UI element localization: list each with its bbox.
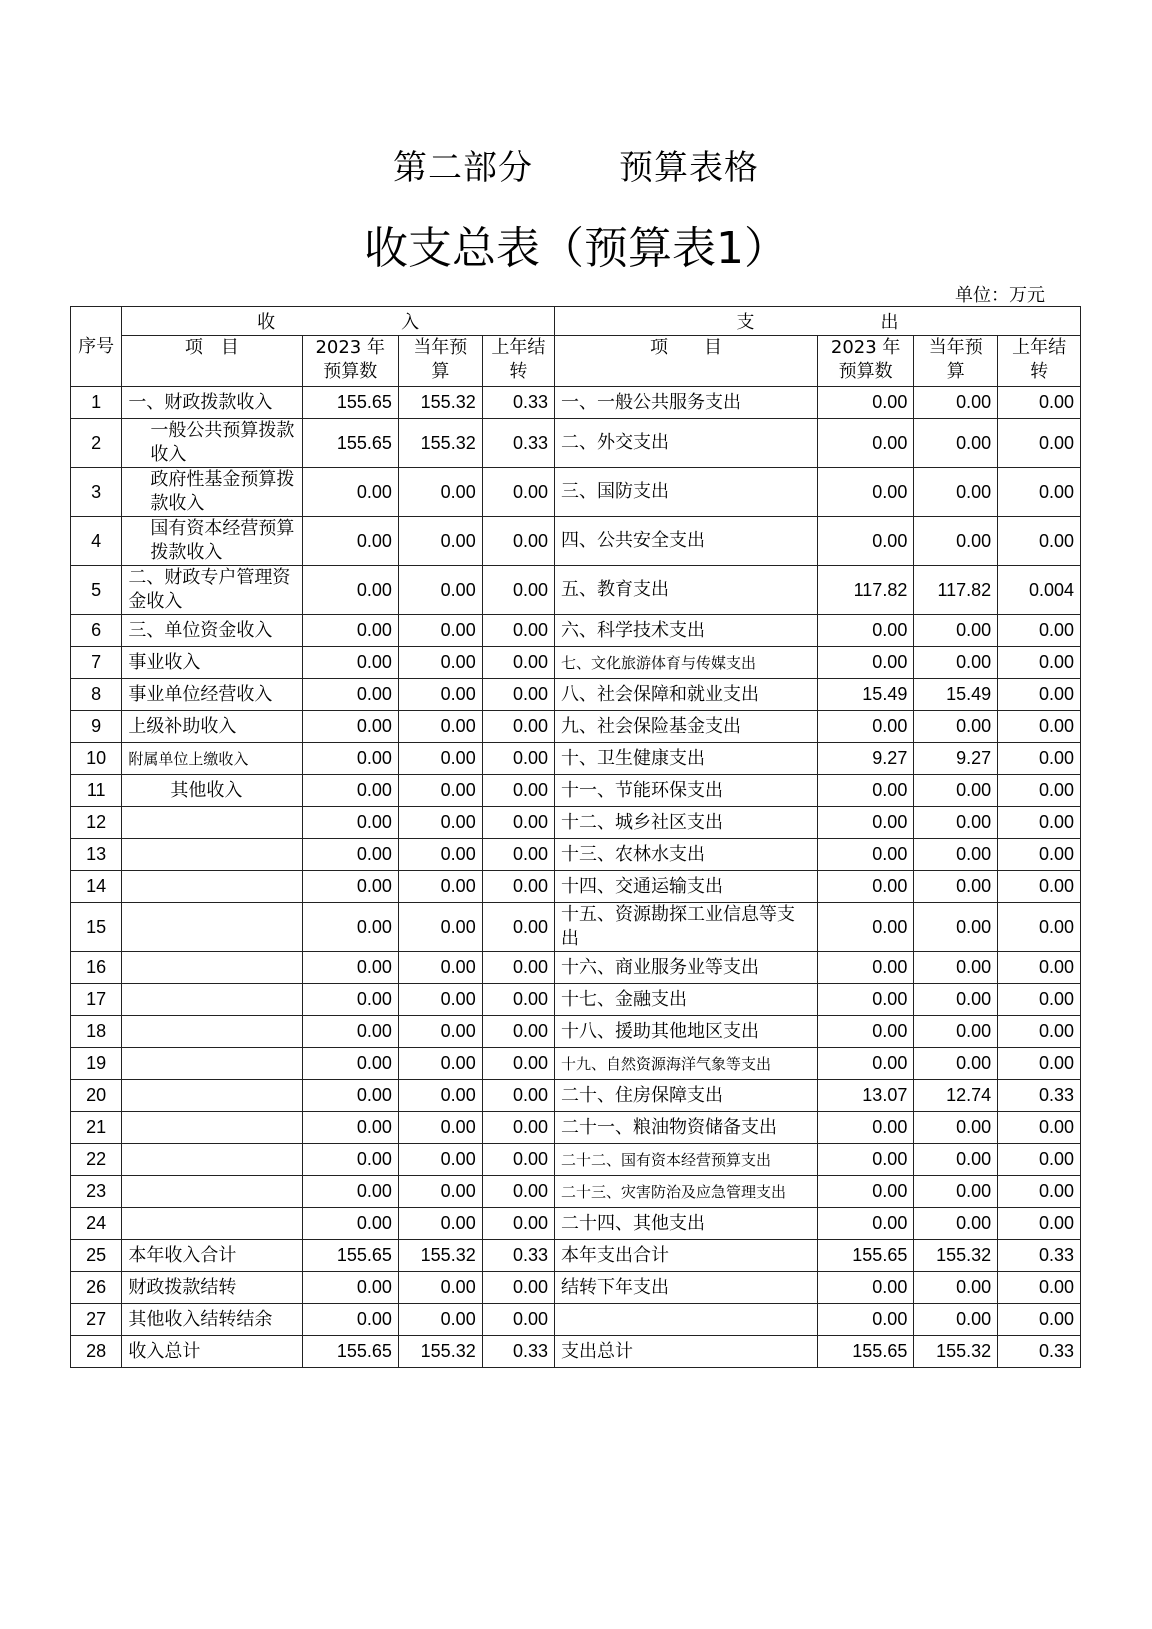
seq-cell: 25 xyxy=(71,1240,122,1272)
table-row xyxy=(71,566,1081,615)
expense-carry-cell: 0.00 xyxy=(998,1112,1081,1144)
expense-current-cell: 155.32 xyxy=(914,1240,998,1272)
expense-carry-cell: 0.00 xyxy=(998,743,1081,775)
expense-current-cell: 117.82 xyxy=(914,566,998,615)
expense-item-cell: 十、卫生健康支出 xyxy=(555,743,818,775)
income-current-cell: 0.00 xyxy=(398,711,482,743)
income-item-cell xyxy=(122,1208,302,1240)
income-item-cell xyxy=(122,1112,302,1144)
expense-carry-cell: 0.00 xyxy=(998,984,1081,1016)
income-current-header: 当年预算 xyxy=(398,336,482,387)
seq-cell: 17 xyxy=(71,984,122,1016)
expense-carry-cell: 0.00 xyxy=(998,1016,1081,1048)
part-title-left: 第二部分 xyxy=(393,148,533,188)
income-carry-cell: 0.00 xyxy=(482,517,554,566)
income-carry-cell: 0.00 xyxy=(482,1176,554,1208)
seq-cell: 3 xyxy=(71,468,122,517)
expense-item-cell: 十七、金融支出 xyxy=(555,984,818,1016)
income-carry-cell: 0.00 xyxy=(482,1080,554,1112)
expense-header: 支 出 xyxy=(555,307,1081,336)
seq-cell: 4 xyxy=(71,517,122,566)
expense-budget-cell: 13.07 xyxy=(817,1080,913,1112)
table-row xyxy=(71,1336,1081,1368)
expense-current-cell: 0.00 xyxy=(914,387,998,419)
income-current-cell: 0.00 xyxy=(398,984,482,1016)
expense-item-cell: 二十三、灾害防治及应急管理支出 xyxy=(555,1176,818,1208)
income-budget-cell: 0.00 xyxy=(302,647,398,679)
expense-carry-cell: 0.33 xyxy=(998,1336,1081,1368)
income-current-cell: 0.00 xyxy=(398,679,482,711)
table-body xyxy=(71,387,1081,1368)
income-carry-header: 上年结转 xyxy=(482,336,554,387)
income-current-cell: 0.00 xyxy=(398,615,482,647)
table-row xyxy=(71,1080,1081,1112)
income-budget-cell: 155.65 xyxy=(302,1240,398,1272)
income-carry-cell: 0.00 xyxy=(482,1016,554,1048)
seq-cell: 16 xyxy=(71,952,122,984)
income-budget-cell: 0.00 xyxy=(302,468,398,517)
expense-item-cell: 六、科学技术支出 xyxy=(555,615,818,647)
income-item-cell xyxy=(122,1144,302,1176)
expense-carry-cell: 0.00 xyxy=(998,615,1081,647)
income-item-cell xyxy=(122,952,302,984)
expense-current-cell: 0.00 xyxy=(914,871,998,903)
income-budget-cell: 0.00 xyxy=(302,1080,398,1112)
income-current-cell: 0.00 xyxy=(398,952,482,984)
income-item-cell xyxy=(122,871,302,903)
income-carry-cell: 0.00 xyxy=(482,807,554,839)
table-row xyxy=(71,839,1081,871)
expense-budget-cell: 0.00 xyxy=(817,1208,913,1240)
table-row xyxy=(71,711,1081,743)
expense-budget-cell: 0.00 xyxy=(817,952,913,984)
expense-budget-cell: 0.00 xyxy=(817,903,913,952)
expense-current-cell: 0.00 xyxy=(914,903,998,952)
expense-current-cell: 0.00 xyxy=(914,468,998,517)
income-item-cell: 政府性基金预算拨款收入 xyxy=(122,468,302,517)
expense-budget-cell: 0.00 xyxy=(817,419,913,468)
seq-cell: 9 xyxy=(71,711,122,743)
unit-label: 单位：万元 xyxy=(955,285,1045,306)
expense-item-cell: 九、社会保险基金支出 xyxy=(555,711,818,743)
expense-budget-cell: 0.00 xyxy=(817,984,913,1016)
expense-carry-cell: 0.33 xyxy=(998,1240,1081,1272)
expense-item-cell: 本年支出合计 xyxy=(555,1240,818,1272)
income-carry-cell: 0.33 xyxy=(482,387,554,419)
expense-carry-cell: 0.00 xyxy=(998,1144,1081,1176)
expense-budget-cell: 0.00 xyxy=(817,387,913,419)
table-row xyxy=(71,1208,1081,1240)
income-budget-cell: 0.00 xyxy=(302,615,398,647)
table-row xyxy=(71,1176,1081,1208)
income-carry-cell: 0.00 xyxy=(482,903,554,952)
income-item-cell: 附属单位上缴收入 xyxy=(122,743,302,775)
table-row xyxy=(71,679,1081,711)
seq-cell: 8 xyxy=(71,679,122,711)
seq-cell: 2 xyxy=(71,419,122,468)
income-budget-header: 2023 年预算数 xyxy=(302,336,398,387)
income-budget-cell: 0.00 xyxy=(302,1144,398,1176)
expense-carry-cell: 0.00 xyxy=(998,387,1081,419)
expense-carry-cell: 0.00 xyxy=(998,952,1081,984)
expense-carry-cell: 0.00 xyxy=(998,807,1081,839)
expense-carry-cell: 0.00 xyxy=(998,1272,1081,1304)
income-carry-cell: 0.00 xyxy=(482,743,554,775)
expense-item-cell: 十四、交通运输支出 xyxy=(555,871,818,903)
seq-cell: 23 xyxy=(71,1176,122,1208)
expense-carry-cell: 0.00 xyxy=(998,517,1081,566)
expense-budget-cell: 0.00 xyxy=(817,1304,913,1336)
income-carry-cell: 0.00 xyxy=(482,1272,554,1304)
expense-item-cell: 四、公共安全支出 xyxy=(555,517,818,566)
income-current-cell: 0.00 xyxy=(398,903,482,952)
expense-current-cell: 12.74 xyxy=(914,1080,998,1112)
expense-budget-cell: 0.00 xyxy=(817,1016,913,1048)
income-carry-cell: 0.00 xyxy=(482,647,554,679)
income-carry-cell: 0.00 xyxy=(482,468,554,517)
expense-item-cell: 二十四、其他支出 xyxy=(555,1208,818,1240)
income-budget-cell: 0.00 xyxy=(302,711,398,743)
income-current-cell: 0.00 xyxy=(398,775,482,807)
income-item-cell xyxy=(122,1176,302,1208)
expense-current-cell: 0.00 xyxy=(914,1048,998,1080)
income-item-cell: 一般公共预算拨款收入 xyxy=(122,419,302,468)
income-item-cell: 其他收入结转结余 xyxy=(122,1304,302,1336)
expense-current-cell: 0.00 xyxy=(914,984,998,1016)
income-item-cell xyxy=(122,1080,302,1112)
expense-budget-cell: 0.00 xyxy=(817,871,913,903)
expense-budget-cell: 155.65 xyxy=(817,1240,913,1272)
income-carry-cell: 0.00 xyxy=(482,615,554,647)
seq-cell: 11 xyxy=(71,775,122,807)
income-item-cell: 财政拨款结转 xyxy=(122,1272,302,1304)
income-carry-cell: 0.00 xyxy=(482,1304,554,1336)
expense-budget-cell: 0.00 xyxy=(817,711,913,743)
expense-current-cell: 0.00 xyxy=(914,1112,998,1144)
expense-carry-cell: 0.00 xyxy=(998,775,1081,807)
expense-item-cell: 二十、住房保障支出 xyxy=(555,1080,818,1112)
expense-current-cell: 0.00 xyxy=(914,1016,998,1048)
income-current-cell: 0.00 xyxy=(398,647,482,679)
income-item-cell xyxy=(122,1048,302,1080)
seq-cell: 12 xyxy=(71,807,122,839)
expense-item-cell: 十八、援助其他地区支出 xyxy=(555,1016,818,1048)
table-row xyxy=(71,1048,1081,1080)
page-title: 收支总表（预算表1） xyxy=(364,223,788,274)
expense-item-cell: 一、一般公共服务支出 xyxy=(555,387,818,419)
table-row xyxy=(71,419,1081,468)
expense-budget-cell: 9.27 xyxy=(817,743,913,775)
table-row xyxy=(71,615,1081,647)
seq-cell: 6 xyxy=(71,615,122,647)
income-current-cell: 0.00 xyxy=(398,1176,482,1208)
expense-item-cell: 十六、商业服务业等支出 xyxy=(555,952,818,984)
expense-item-header: 项 目 xyxy=(555,336,818,387)
income-budget-cell: 0.00 xyxy=(302,566,398,615)
table-row xyxy=(71,647,1081,679)
expense-budget-cell: 0.00 xyxy=(817,517,913,566)
income-carry-cell: 0.33 xyxy=(482,1240,554,1272)
expense-carry-cell: 0.00 xyxy=(998,647,1081,679)
income-budget-cell: 0.00 xyxy=(302,807,398,839)
expense-current-cell: 0.00 xyxy=(914,517,998,566)
seq-cell: 13 xyxy=(71,839,122,871)
expense-item-cell: 三、国防支出 xyxy=(555,468,818,517)
expense-item-cell: 十二、城乡社区支出 xyxy=(555,807,818,839)
expense-item-cell: 二十一、粮油物资储备支出 xyxy=(555,1112,818,1144)
income-carry-cell: 0.00 xyxy=(482,679,554,711)
expense-item-cell: 二、外交支出 xyxy=(555,419,818,468)
seq-cell: 15 xyxy=(71,903,122,952)
expense-item-cell: 八、社会保障和就业支出 xyxy=(555,679,818,711)
seq-cell: 28 xyxy=(71,1336,122,1368)
income-item-cell: 国有资本经营预算拨款收入 xyxy=(122,517,302,566)
expense-item-cell: 十三、农林水支出 xyxy=(555,839,818,871)
income-current-cell: 155.32 xyxy=(398,387,482,419)
expense-item-cell: 七、文化旅游体育与传媒支出 xyxy=(555,647,818,679)
income-item-cell: 事业单位经营收入 xyxy=(122,679,302,711)
expense-current-cell: 9.27 xyxy=(914,743,998,775)
income-header: 收 入 xyxy=(122,307,555,336)
income-current-cell: 0.00 xyxy=(398,807,482,839)
income-carry-cell: 0.00 xyxy=(482,1048,554,1080)
table-row xyxy=(71,775,1081,807)
income-budget-cell: 0.00 xyxy=(302,952,398,984)
seq-cell: 10 xyxy=(71,743,122,775)
table-row xyxy=(71,871,1081,903)
expense-budget-cell: 0.00 xyxy=(817,1144,913,1176)
table-row xyxy=(71,1304,1081,1336)
table-row xyxy=(71,1240,1081,1272)
income-current-cell: 0.00 xyxy=(398,1112,482,1144)
expense-current-cell: 0.00 xyxy=(914,775,998,807)
expense-current-cell: 0.00 xyxy=(914,711,998,743)
expense-current-cell: 0.00 xyxy=(914,1304,998,1336)
table-row xyxy=(71,952,1081,984)
expense-budget-cell: 0.00 xyxy=(817,1272,913,1304)
seq-header: 序号 xyxy=(71,307,122,387)
expense-budget-cell: 0.00 xyxy=(817,807,913,839)
income-current-cell: 0.00 xyxy=(398,1048,482,1080)
table-row xyxy=(71,1272,1081,1304)
seq-cell: 18 xyxy=(71,1016,122,1048)
income-current-cell: 0.00 xyxy=(398,517,482,566)
seq-cell: 26 xyxy=(71,1272,122,1304)
income-current-cell: 0.00 xyxy=(398,871,482,903)
seq-cell: 5 xyxy=(71,566,122,615)
table-row xyxy=(71,1016,1081,1048)
income-budget-cell: 0.00 xyxy=(302,679,398,711)
table-row xyxy=(71,387,1081,419)
income-item-cell: 一、财政拨款收入 xyxy=(122,387,302,419)
expense-current-cell: 0.00 xyxy=(914,647,998,679)
seq-cell: 27 xyxy=(71,1304,122,1336)
income-carry-cell: 0.00 xyxy=(482,839,554,871)
expense-carry-cell: 0.004 xyxy=(998,566,1081,615)
expense-current-cell: 0.00 xyxy=(914,1208,998,1240)
seq-cell: 20 xyxy=(71,1080,122,1112)
expense-carry-cell: 0.00 xyxy=(998,1048,1081,1080)
expense-budget-cell: 0.00 xyxy=(817,775,913,807)
expense-item-cell: 二十二、国有资本经营预算支出 xyxy=(555,1144,818,1176)
seq-cell: 24 xyxy=(71,1208,122,1240)
expense-current-cell: 0.00 xyxy=(914,952,998,984)
seq-cell: 14 xyxy=(71,871,122,903)
income-budget-cell: 0.00 xyxy=(302,1048,398,1080)
income-current-cell: 155.32 xyxy=(398,419,482,468)
income-current-cell: 0.00 xyxy=(398,1080,482,1112)
part-title xyxy=(0,140,1152,189)
expense-budget-cell: 0.00 xyxy=(817,615,913,647)
income-budget-cell: 0.00 xyxy=(302,1112,398,1144)
income-carry-cell: 0.00 xyxy=(482,952,554,984)
income-item-cell: 收入总计 xyxy=(122,1336,302,1368)
expense-carry-cell: 0.00 xyxy=(998,468,1081,517)
table-row xyxy=(71,517,1081,566)
expense-budget-cell: 0.00 xyxy=(817,1112,913,1144)
income-item-cell: 三、单位资金收入 xyxy=(122,615,302,647)
expense-budget-cell: 0.00 xyxy=(817,647,913,679)
expense-carry-cell: 0.00 xyxy=(998,839,1081,871)
income-item-cell: 二、财政专户管理资金收入 xyxy=(122,566,302,615)
income-item-cell xyxy=(122,839,302,871)
seq-cell: 1 xyxy=(71,387,122,419)
income-budget-cell: 0.00 xyxy=(302,839,398,871)
table-row xyxy=(71,743,1081,775)
budget-table xyxy=(70,306,1081,1368)
table-row xyxy=(71,1112,1081,1144)
income-budget-cell: 155.65 xyxy=(302,387,398,419)
expense-carry-cell: 0.00 xyxy=(998,679,1081,711)
income-carry-cell: 0.00 xyxy=(482,1208,554,1240)
income-current-cell: 0.00 xyxy=(398,1272,482,1304)
income-carry-cell: 0.33 xyxy=(482,1336,554,1368)
seq-cell: 7 xyxy=(71,647,122,679)
income-carry-cell: 0.00 xyxy=(482,1112,554,1144)
expense-budget-cell: 15.49 xyxy=(817,679,913,711)
income-current-cell: 0.00 xyxy=(398,566,482,615)
income-item-cell xyxy=(122,903,302,952)
income-carry-cell: 0.00 xyxy=(482,1144,554,1176)
income-budget-cell: 0.00 xyxy=(302,984,398,1016)
income-budget-cell: 0.00 xyxy=(302,1272,398,1304)
income-item-cell: 本年收入合计 xyxy=(122,1240,302,1272)
expense-item-cell: 结转下年支出 xyxy=(555,1272,818,1304)
income-budget-cell: 0.00 xyxy=(302,1208,398,1240)
expense-budget-cell: 0.00 xyxy=(817,839,913,871)
income-item-cell: 上级补助收入 xyxy=(122,711,302,743)
expense-current-cell: 15.49 xyxy=(914,679,998,711)
income-current-cell: 0.00 xyxy=(398,468,482,517)
income-current-cell: 0.00 xyxy=(398,1016,482,1048)
expense-budget-cell: 0.00 xyxy=(817,1048,913,1080)
income-budget-cell: 0.00 xyxy=(302,743,398,775)
income-carry-cell: 0.33 xyxy=(482,419,554,468)
income-current-cell: 0.00 xyxy=(398,1208,482,1240)
income-carry-cell: 0.00 xyxy=(482,566,554,615)
expense-budget-header: 2023 年预算数 xyxy=(817,336,913,387)
income-item-cell xyxy=(122,807,302,839)
income-budget-cell: 155.65 xyxy=(302,1336,398,1368)
income-budget-cell: 0.00 xyxy=(302,903,398,952)
expense-carry-header: 上年结转 xyxy=(998,336,1081,387)
income-carry-cell: 0.00 xyxy=(482,775,554,807)
expense-budget-cell: 0.00 xyxy=(817,468,913,517)
expense-current-cell: 0.00 xyxy=(914,615,998,647)
income-budget-cell: 0.00 xyxy=(302,1304,398,1336)
expense-item-cell: 五、教育支出 xyxy=(555,566,818,615)
expense-current-header: 当年预算 xyxy=(914,336,998,387)
expense-budget-cell: 155.65 xyxy=(817,1336,913,1368)
income-budget-cell: 155.65 xyxy=(302,419,398,468)
expense-current-cell: 155.32 xyxy=(914,1336,998,1368)
income-item-cell xyxy=(122,1016,302,1048)
income-budget-cell: 0.00 xyxy=(302,1016,398,1048)
income-item-cell: 事业收入 xyxy=(122,647,302,679)
seq-cell: 22 xyxy=(71,1144,122,1176)
income-carry-cell: 0.00 xyxy=(482,871,554,903)
expense-budget-cell: 0.00 xyxy=(817,1176,913,1208)
expense-current-cell: 0.00 xyxy=(914,1176,998,1208)
seq-cell: 19 xyxy=(71,1048,122,1080)
table-row xyxy=(71,468,1081,517)
expense-current-cell: 0.00 xyxy=(914,1272,998,1304)
part-title-right: 预算表格 xyxy=(619,148,759,188)
table-row xyxy=(71,984,1081,1016)
income-budget-cell: 0.00 xyxy=(302,775,398,807)
expense-item-cell xyxy=(555,1304,818,1336)
income-item-cell xyxy=(122,984,302,1016)
expense-carry-cell: 0.00 xyxy=(998,1208,1081,1240)
expense-budget-cell: 117.82 xyxy=(817,566,913,615)
table-row xyxy=(71,1144,1081,1176)
expense-item-cell: 十九、自然资源海洋气象等支出 xyxy=(555,1048,818,1080)
expense-item-cell: 十五、资源勘探工业信息等支出 xyxy=(555,903,818,952)
income-current-cell: 155.32 xyxy=(398,1336,482,1368)
expense-carry-cell: 0.00 xyxy=(998,903,1081,952)
income-budget-cell: 0.00 xyxy=(302,1176,398,1208)
expense-current-cell: 0.00 xyxy=(914,839,998,871)
table-row xyxy=(71,807,1081,839)
expense-current-cell: 0.00 xyxy=(914,1144,998,1176)
income-budget-cell: 0.00 xyxy=(302,871,398,903)
expense-item-cell: 十一、节能环保支出 xyxy=(555,775,818,807)
income-item-header: 项 目 xyxy=(122,336,302,387)
income-carry-cell: 0.00 xyxy=(482,711,554,743)
expense-carry-cell: 0.00 xyxy=(998,871,1081,903)
expense-carry-cell: 0.00 xyxy=(998,419,1081,468)
income-current-cell: 0.00 xyxy=(398,1144,482,1176)
expense-current-cell: 0.00 xyxy=(914,807,998,839)
expense-carry-cell: 0.33 xyxy=(998,1080,1081,1112)
expense-current-cell: 0.00 xyxy=(914,419,998,468)
expense-carry-cell: 0.00 xyxy=(998,711,1081,743)
income-carry-cell: 0.00 xyxy=(482,984,554,1016)
income-item-cell: 其他收入 xyxy=(122,775,302,807)
income-current-cell: 0.00 xyxy=(398,743,482,775)
expense-item-cell: 支出总计 xyxy=(555,1336,818,1368)
expense-carry-cell: 0.00 xyxy=(998,1304,1081,1336)
expense-carry-cell: 0.00 xyxy=(998,1176,1081,1208)
table-row xyxy=(71,903,1081,952)
income-current-cell: 0.00 xyxy=(398,839,482,871)
seq-cell: 21 xyxy=(71,1112,122,1144)
income-current-cell: 155.32 xyxy=(398,1240,482,1272)
income-current-cell: 0.00 xyxy=(398,1304,482,1336)
income-budget-cell: 0.00 xyxy=(302,517,398,566)
